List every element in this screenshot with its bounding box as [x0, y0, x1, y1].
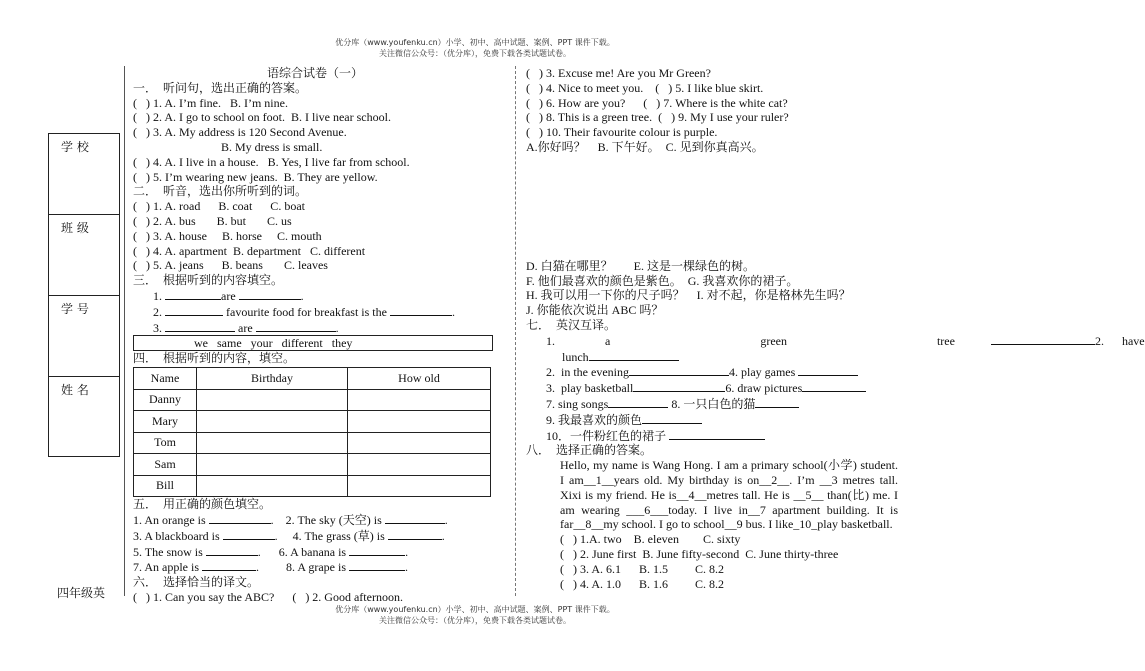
section-2-heading: 二． 听音，选出你所听到的词。	[133, 184, 308, 199]
table-row: Danny	[134, 389, 491, 411]
s1-q3: ( ) 3. A. My address is 120 Second Avenue.	[133, 125, 347, 140]
s2-q1: ( ) 1. A. road B. coat C. boat	[133, 199, 305, 214]
number-label: 学 号	[49, 296, 119, 377]
s7-line-1b: lunch	[526, 349, 898, 365]
s6-options-d-e: D. 白猫在哪里？ E. 这是一棵绿色的树。	[526, 258, 755, 273]
s3-line-3: 3. are .	[153, 320, 339, 335]
s6-options-f-g: F. 他们最喜欢的颜色是紫色。 G. 我喜欢你的裙子。	[526, 273, 799, 288]
table-header-birthday: Birthday	[197, 368, 348, 390]
name-label: 姓 名	[61, 383, 89, 397]
section-5-heading: 五． 用正确的颜色填空。	[133, 497, 272, 512]
s7-line-6: 10．一件粉红色的裙子	[526, 428, 898, 444]
section-7-heading: 七． 英汉互译。	[526, 317, 617, 332]
s1-q3b: B. My dress is small.	[179, 139, 323, 154]
s2-q3: ( ) 3. A. house B. horse C. mouth	[133, 228, 322, 243]
table-row: Bill	[134, 475, 491, 497]
reading-passage: Hello, my name is Wang Hong. I am a primary school(小学) student. I am__1__years old. My birthday is on__2__. I’m __3 metres tall. Xixi is my friend. He is__4__metres tall. He is __5__ than(比) me. I am wearing ___6___today. I live in__7 apartment building. It is far__8__my school. I go to school__9 bus. I like_10_play basketball.	[560, 458, 898, 532]
s8-opt-2: ( ) 2. June first B. June fifty-second C. June thirty-three	[560, 546, 839, 561]
table-header-name: Name	[134, 368, 197, 390]
s1-q5: ( ) 5. I’m wearing new jeans. B. They are yellow.	[133, 169, 378, 184]
section-6-heading: 六． 选择恰当的译文。	[133, 575, 260, 590]
s6-q4-5: ( ) 4. Nice to meet you. ( ) 5. I like blue skirt.	[526, 80, 764, 95]
right-column	[526, 66, 1145, 591]
s5-line-1: 1. An orange is . 2. The sky (天空) is .	[133, 512, 448, 527]
left-column	[133, 66, 503, 605]
s6-q8-9: ( ) 8. This is a green tree. ( ) 9. My I use your ruler?	[526, 110, 789, 125]
table-header-how-old: How old	[348, 368, 491, 390]
s8-opt-4: ( ) 4. A. 1.0 B. 1.6 C. 8.2	[560, 576, 725, 591]
class-label: 班 级	[49, 215, 119, 296]
s7-line-2: 2. in the evening 4. play games	[526, 364, 898, 380]
student-info-box	[48, 133, 120, 457]
binding-line	[124, 66, 125, 596]
birthday-table	[133, 367, 491, 497]
s7-line-4: 7. sing songs 8. 一只白色的猫	[526, 396, 898, 412]
grade-label: 四年级英	[57, 586, 106, 600]
footer-line-2: 关注微信公众号：（优分库），免费下载各类试题试卷。	[379, 616, 571, 625]
s8-opt-1: ( ) 1.A. two B. eleven C. sixty	[560, 532, 741, 547]
s2-q4: ( ) 4. A. apartment B. department C. different	[133, 243, 366, 258]
table-row: Tom	[134, 432, 491, 454]
s5-line-3: 5. The snow is . 6. A banana is .	[133, 544, 409, 559]
s6-q6-7: ( ) 6. How are you? ( ) 7. Where is the white cat?	[526, 95, 788, 110]
s6-q1: ( ) 1. Can you say the ABC? ( ) 2. Good afternoon.	[133, 589, 403, 604]
s6-options-h-i: H. 我可以用一下你的尺子吗？ I. 对不起，你是格林先生吗？	[526, 288, 851, 303]
word-bank: we same your different they	[133, 335, 493, 351]
table-row: Mary	[134, 411, 491, 433]
s2-q2: ( ) 2. A. bus B. but C. us	[133, 213, 292, 228]
s1-q1: ( ) 1. A. I’m fine. B. I’m nine.	[133, 95, 288, 110]
s2-q5: ( ) 5. A. jeans B. beans C. leaves	[133, 258, 328, 273]
s1-q2: ( ) 2. A. I go to school on foot. B. I live near school.	[133, 110, 391, 125]
table-row: Sam	[134, 454, 491, 476]
s7-line-5: 9. 我最喜欢的颜色	[526, 412, 898, 428]
header-line-1: 优分库（www.youfenku.cn）小学、初中、高中试题、案例、PPT 课件下载。	[335, 38, 615, 47]
s1-q4: ( ) 4. A. I live in a house. B. Yes, I live far from school.	[133, 154, 410, 169]
s6-options-a-c: A.你好吗？ B. 下午好。 C. 见到你真高兴。	[526, 139, 764, 154]
section-8-heading: 八． 选择正确的答案。	[526, 443, 653, 458]
s3-line-2: 2. favourite food for breakfast is the .	[153, 304, 455, 319]
section-4-heading: 四． 根据听到的内容，填空。	[133, 351, 296, 366]
center-divider	[515, 66, 516, 596]
section-1-heading: 一． 听问句，选出正确的答案。	[133, 80, 308, 95]
footer-line-1: 优分库（www.youfenku.cn）小学、初中、高中试题、案例、PPT 课件下载。	[335, 605, 615, 614]
s5-line-4: 7. An apple is . 8. A grape is .	[133, 560, 408, 575]
s3-line-1: 1. are .	[153, 288, 304, 303]
s6-options-j: J. 你能依次说出 ABC 吗？	[526, 303, 664, 318]
s7-line-3: 3. play basketball 6. draw pictures	[526, 380, 898, 396]
exam-title: 语综合试卷（一）	[267, 66, 364, 80]
s7-line-1: 1. a green tree 2. have	[546, 333, 1145, 348]
s6-q10: ( ) 10. Their favourite colour is purple.	[526, 125, 718, 140]
header-line-2: 关注微信公众号：（优分库），免费下载各类试题试卷。	[379, 49, 571, 58]
school-label: 学 校	[49, 134, 119, 215]
s6-q3: ( ) 3. Excuse me! Are you Mr Green?	[526, 66, 711, 80]
s8-opt-3: ( ) 3. A. 6.1 B. 1.5 C. 8.2	[560, 561, 725, 576]
section-3-heading: 三． 根据听到的内容填空。	[133, 273, 284, 288]
s5-line-2: 3. A blackboard is . 4. The grass (草) is .	[133, 528, 445, 543]
